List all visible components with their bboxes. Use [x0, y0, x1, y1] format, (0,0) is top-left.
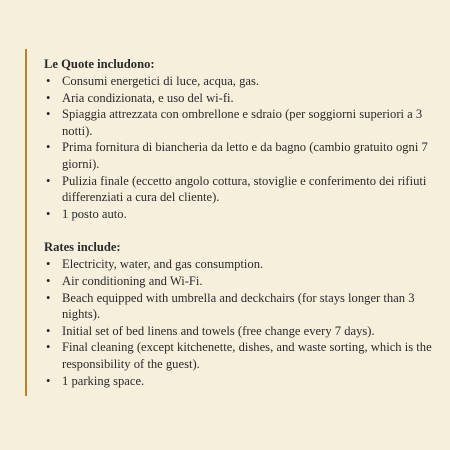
list-item-text: Pulizia finale (eccetto angolo cottura, stoviglie e conferimento dei rifiuti differenziati a cura del cliente). [62, 173, 427, 205]
list-item-text: Beach equipped with umbrella and deckchairs (for stays longer than 3 nights). [62, 290, 415, 322]
section-spacer [44, 222, 440, 239]
english-section-title: Rates include: [44, 240, 121, 255]
list-item-text: 1 posto auto. [62, 206, 127, 221]
list-item [44, 339, 440, 372]
bullet-icon: • [46, 273, 51, 288]
list-item-text: 1 parking space. [62, 373, 145, 388]
bullet-icon: • [46, 257, 51, 272]
list-item-text: Initial set of bed linens and towels (free change every 7 days). [62, 323, 375, 338]
list-item [44, 256, 440, 273]
italian-list [44, 73, 440, 222]
list-item-text: Electricity, water, and gas consumption. [62, 257, 264, 272]
accent-bar [25, 49, 27, 396]
italian-section-title: Le Quote includono: [44, 57, 155, 71]
bullet-icon: • [46, 107, 51, 122]
list-item [44, 139, 440, 172]
list-item [44, 290, 440, 323]
english-list [44, 256, 440, 389]
bullet-icon: • [46, 340, 51, 355]
list-item [44, 323, 440, 340]
bullet-icon: • [46, 290, 51, 305]
list-item-text: Final cleaning (except kitchenette, dishes, and waste sorting, which is the responsibility of the guest). [62, 340, 432, 371]
italian-section [44, 56, 440, 222]
bullet-icon: • [46, 323, 51, 338]
list-item-text: Air conditioning and Wi-Fi. [62, 273, 203, 288]
list-item [44, 373, 440, 390]
bullet-icon: • [46, 74, 51, 88]
bullet-icon: • [46, 173, 51, 188]
list-item [44, 206, 440, 223]
list-item [44, 106, 440, 139]
bullet-icon: • [46, 373, 51, 388]
list-item [44, 73, 440, 90]
list-item [44, 173, 440, 206]
rates-content [44, 56, 440, 389]
bullet-icon: • [46, 140, 51, 155]
list-item [44, 273, 440, 290]
english-section [44, 239, 440, 389]
list-item-text: Spiaggia attrezzata con ombrellone e sdraio (per soggiorni superiori a 3 notti). [62, 107, 423, 138]
list-item-text: Prima fornitura di biancheria da letto e da bagno (cambio gratuito ogni 7 giorni). [62, 140, 428, 171]
bullet-icon: • [46, 90, 51, 105]
list-item-text: Aria condizionata, e uso del wi-fi. [62, 90, 234, 105]
list-item [44, 90, 440, 107]
list-item-text: Consumi energetici di luce, acqua, gas. [62, 74, 260, 88]
bullet-icon: • [46, 206, 51, 221]
